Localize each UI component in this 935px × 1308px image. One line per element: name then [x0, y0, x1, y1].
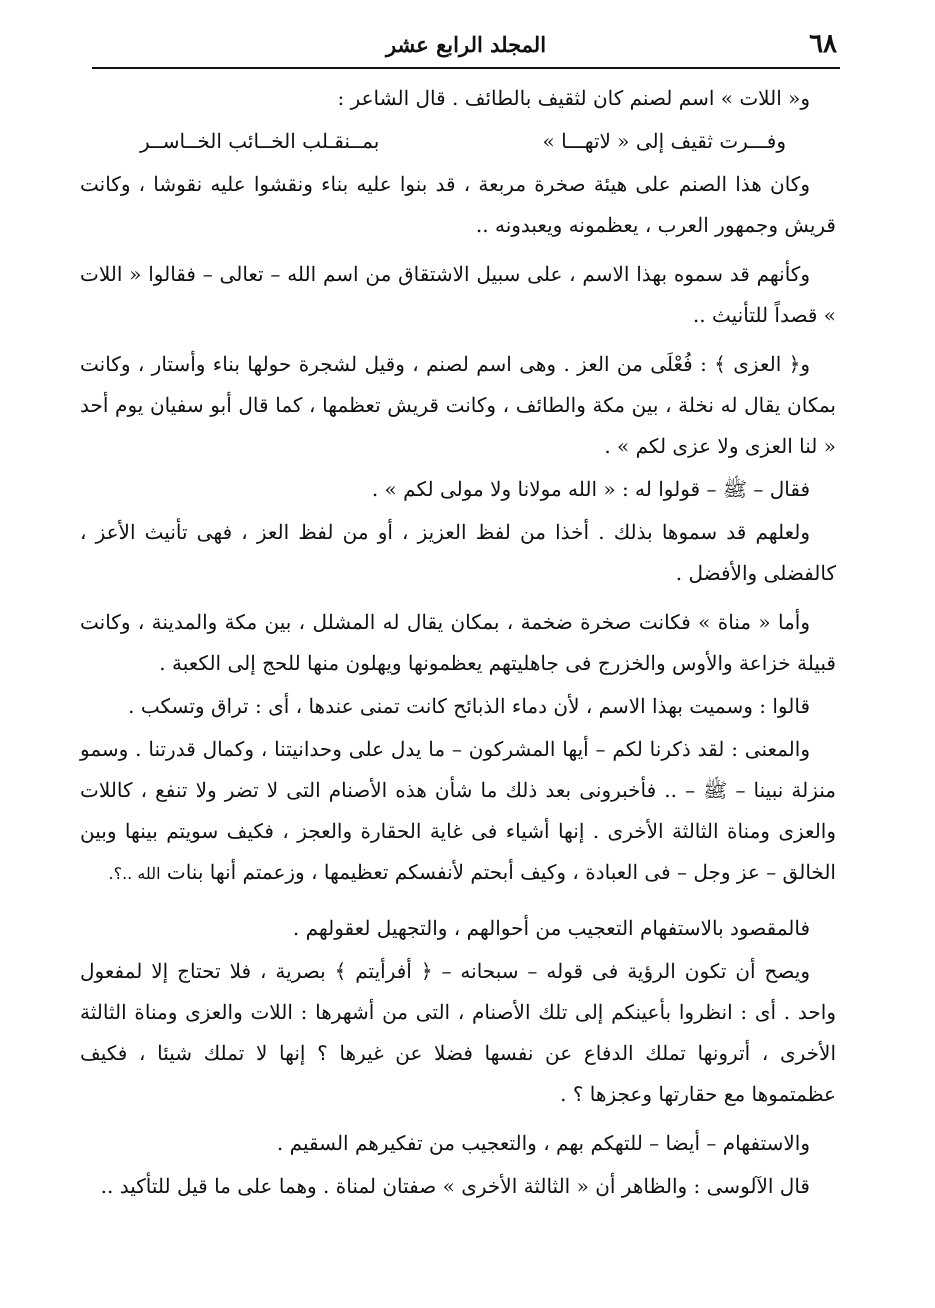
paragraph-mockery: والاستفهام – أيضا – للتهكم بهم ، والتعجيب من تفكيرهم السقيم .	[276, 1131, 810, 1155]
paragraph-naming-lat: وكأنهم قد سموه بهذا الاسم ، على سبيل الاشتقاق من اسم الله – تعالى – فقالوا « اللات » قصداً للتأنيث ..	[80, 262, 836, 327]
paragraph-manat-naming: قالوا : وسميت بهذا الاسم ، لأن دماء الذبائح كانت تمنى عندها ، أى : تراق وتسكب .	[128, 694, 810, 718]
paragraph-meaning-text: والمعنى : لقد ذكرنا لكم – أيها المشركون – ما يدل على وحدانيتنا ، وكمال قدرتنا . وسمو منزلة نبينا – ﷺ – .. فأخبرونى بعد ذلك ما شأن هذه الأصنام التى لا تضر ولا تنفع ، كاللات والعزى ومناة الثالثة الأخرى . إنها أشياء فى غاية الحقارة والعجز ، فكيف سويتم بينها وبين الخالق – عز وجل – فى العبادة ، وكيف أبحتم لأنفسكم تعظيمها ، وزعمتم أنها بنات	[80, 737, 837, 884]
paragraph-uzza: و﴿ العزى ﴾ : فُعْلَى من العز . وهى اسم لصنم ، وقيل لشجرة حولها بناء وأستار ، وكانت بمكان يقال له نخلة ، بين مكة والطائف ، وكانت قريش تعظمها ، كما قال أبو سفيان يوم أحد « لنا العزى ولا عزى لكم » .	[80, 352, 836, 458]
page-header	[95, 28, 837, 62]
running-title: المجلد الرابع عشر	[385, 32, 547, 57]
paragraph-purpose: فالمقصود بالاستفهام التعجيب من أحوالهم ، والتجهيل لعقولهم .	[292, 916, 810, 940]
paragraph-prophet-reply: فقال – ﷺ – قولوا له : « الله مولانا ولا مولى لكم » .	[371, 477, 810, 501]
paragraph-lat: و« اللات » اسم لصنم كان لثقيف بالطائف . قال الشاعر :	[337, 86, 810, 110]
paragraph-manat: وأما « مناة » فكانت صخرة ضخمة ، بمكان يقال له المشلل ، بين مكة والمدينة ، وكانت قبيلة خزاعة والأوس والخزرج فى جاهليتهم يعظمونها ويهلون منها للحج إلى الكعبة .	[80, 610, 836, 675]
page-number: ٦٨	[809, 29, 837, 59]
paragraph-meaning-tail: الله ..؟.	[108, 864, 161, 883]
page-body	[80, 78, 836, 1209]
paragraph-naming-uzza: ولعلهم قد سموها بذلك . أخذا من لفظ العزيز ، أو من لفظ العز ، فهى تأنيث الأعز ، كالفضلى والأفضل .	[80, 520, 836, 585]
verse-first-hemistich: وفـــرت ثقيف إلى « لاتهـــا »	[542, 129, 786, 153]
paragraph-alusi: قال الآلوسى : والظاهر أن « الثالثة الأخرى » صفتان لمناة . وهما على ما قيل للتأكيد ..	[100, 1174, 810, 1198]
paragraph-vision: ويصح أن تكون الرؤية فى قوله – سبحانه – ﴿ أفرأيتم ﴾ بصرية ، فلا تحتاج إلا لمفعول واحد . أى : انظروا بأعينكم إلى تلك الأصنام ، التى من أشهرها : اللات والعزى ومناة الثالثة الأخرى ، أترونها تملك الدفاع عن نفسها فضلا عن غيرها ؟ إنها لا تملك شيئا ، فكيف عظمتموها مع حقارتها وعجزها ؟ .	[80, 959, 836, 1106]
poem-verse	[80, 121, 836, 162]
verse-second-hemistich: بمــنقـلب الخــائب الخــاســر	[140, 129, 380, 153]
paragraph-meaning	[80, 729, 836, 894]
paragraph-idol-description: وكان هذا الصنم على هيئة صخرة مربعة ، قد بنوا عليه بناء ونقشوا عليه نقوشا ، وكانت قريش وجمهور العرب ، يعظمونه ويعبدونه ..	[80, 172, 836, 237]
header-divider	[92, 67, 840, 69]
